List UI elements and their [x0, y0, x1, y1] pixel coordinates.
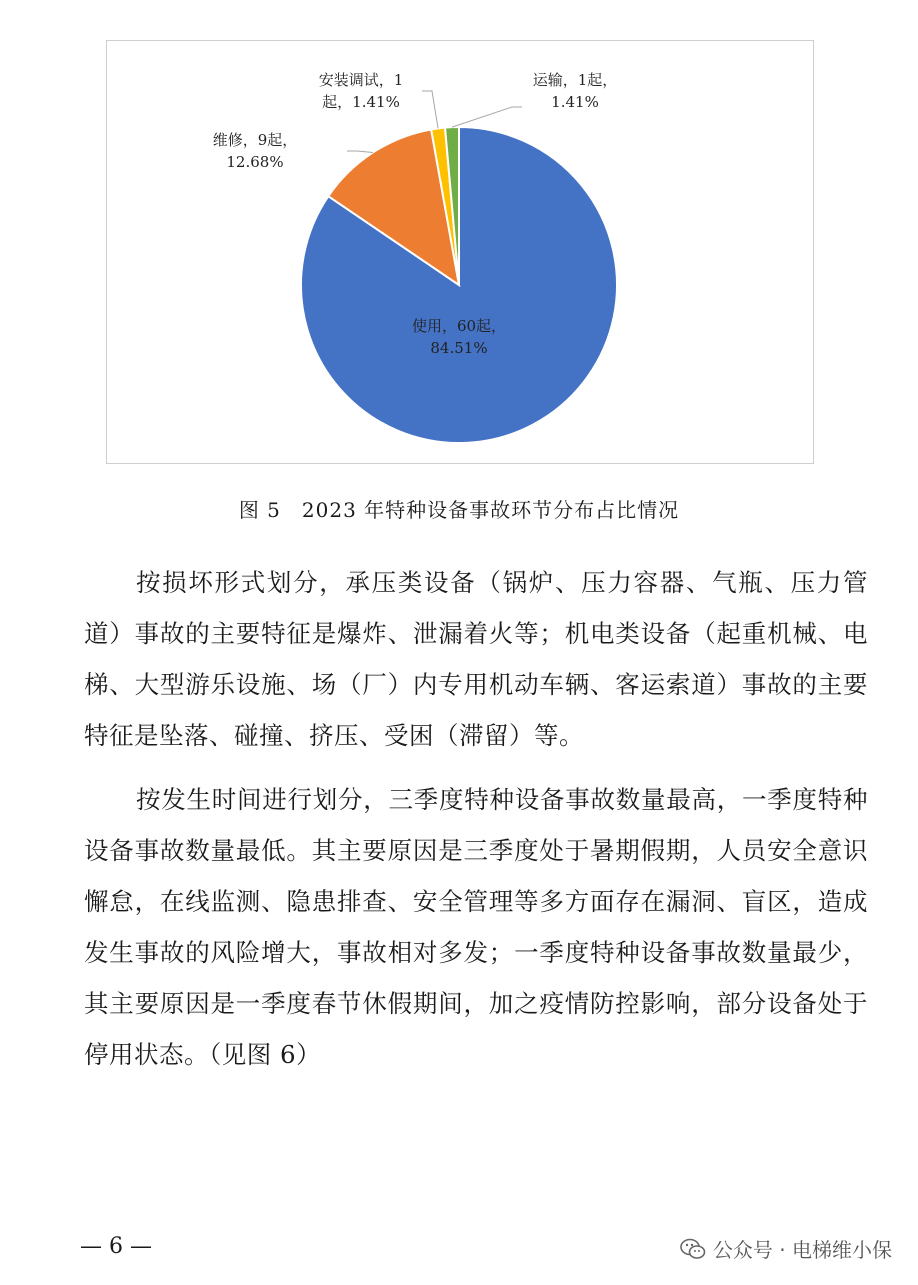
page-number: — 6 — — [80, 1234, 152, 1259]
slice-label-0-line-1: 使用，60起， — [411, 317, 507, 335]
wechat-icon — [679, 1237, 707, 1261]
paragraph-1: 按损坏形式划分，承压类设备（锅炉、压力容器、气瓶、压力管道）事故的主要特征是爆炸、泄漏着火等；机电类设备（起重机械、电梯、大型游乐设施、场（厂）内专用机动车辆、客运索道）事故的主要特征是坠落、碰撞、挤压、受困（滞留）等。 — [84, 568, 868, 750]
pie-chart-svg — [107, 41, 813, 463]
paragraph-2: 按发生时间进行划分，三季度特种设备事故数量最高，一季度特种设备事故数量最低。其主要原因是三季度处于暑期假期，人员安全意识懈怠，在线监测、隐患排查、安全管理等多方面存在漏洞、盲区，造成发生事故的风险增大，事故相对多发；一季度特种设备事故数量最少，其主要原因是一季度春节休假期间，加之疫情防控影响，部分设备处于停用状态。（见图 6） — [84, 785, 868, 1069]
slice-label-1-line-1: 维修，9起， — [212, 131, 298, 149]
figure-caption: 图 5 2023 年特种设备事故环节分布占比情况 — [238, 498, 680, 522]
watermark — [679, 1234, 892, 1263]
watermark-text: 公众号 · 电梯维小保 — [712, 1238, 892, 1262]
slice-label-3-line-2: 1.41% — [551, 93, 599, 111]
slice-label-1-line-2: 12.68% — [226, 153, 284, 171]
leader-line-3 — [452, 107, 522, 127]
slice-label-2-line-1: 安装调试，1 — [318, 71, 404, 89]
leader-line-1 — [347, 151, 373, 152]
pie-chart — [106, 40, 814, 464]
slice-label-0-line-2: 84.51% — [430, 339, 488, 357]
slice-label-3-line-1: 运输，1起， — [532, 71, 618, 89]
leader-line-2 — [422, 91, 438, 128]
slice-label-2-line-2: 起，1.41% — [322, 93, 400, 111]
